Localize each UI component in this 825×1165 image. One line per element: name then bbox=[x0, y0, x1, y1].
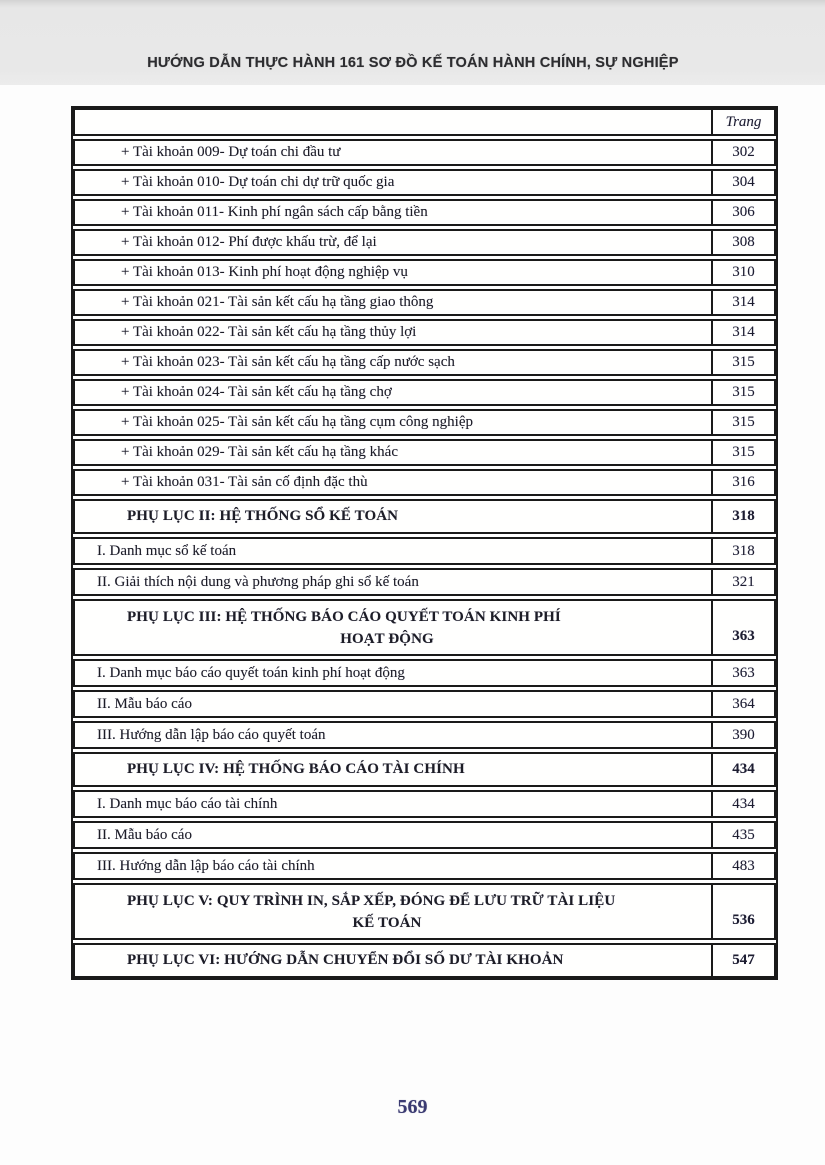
toc-row-label: III. Hướng dẫn lập báo cáo tài chính bbox=[97, 857, 315, 874]
toc-row-label: + Tài khoản 023- Tài sản kết cấu hạ tầng cấp nước sạch bbox=[121, 354, 455, 370]
toc-row-label: PHỤ LỤC VI: HƯỚNG DẪN CHUYỂN ĐỔI SỐ DƯ TÀI KHOẢN bbox=[127, 952, 564, 968]
toc-row bbox=[73, 568, 776, 596]
toc-table bbox=[71, 106, 778, 980]
toc-row-label-line1: PHỤ LỤC III: HỆ THỐNG BÁO CÁO QUYẾT TOÁN KINH PHÍ bbox=[127, 609, 561, 625]
toc-row-label: PHỤ LỤC II: HỆ THỐNG SỔ KẾ TOÁN bbox=[127, 508, 399, 524]
toc-row-page: 315 bbox=[711, 381, 774, 404]
book-running-title: HƯỚNG DẪN THỰC HÀNH 161 SƠ ĐỒ KẾ TOÁN HÀNH CHÍNH, SỰ NGHIỆP bbox=[146, 54, 679, 71]
toc-row bbox=[73, 659, 776, 687]
toc-row bbox=[73, 752, 776, 787]
toc-row-page: 314 bbox=[711, 321, 774, 344]
toc-row-label-line2: HOẠT ĐỘNG bbox=[340, 631, 434, 647]
toc-row-label: I. Danh mục báo cáo tài chính bbox=[97, 795, 278, 812]
toc-row bbox=[73, 690, 776, 718]
toc-row-page: 434 bbox=[711, 754, 774, 785]
page-header-band bbox=[0, 0, 825, 85]
toc-row bbox=[73, 469, 776, 496]
toc-row bbox=[73, 379, 776, 406]
toc-row-page: 363 bbox=[711, 601, 774, 654]
toc-row-page: 314 bbox=[711, 291, 774, 314]
toc-row-label: + Tài khoản 013- Kinh phí hoạt động nghiệp vụ bbox=[121, 264, 408, 280]
toc-row bbox=[73, 199, 776, 226]
toc-row-label: + Tài khoản 012- Phí được khấu trừ, để lại bbox=[121, 234, 377, 250]
toc-row-page: 434 bbox=[711, 792, 774, 816]
toc-row bbox=[73, 883, 776, 940]
toc-row-page: 483 bbox=[711, 854, 774, 878]
toc-row bbox=[73, 439, 776, 466]
toc-row-label: + Tài khoản 010- Dự toán chi dự trữ quốc gia bbox=[121, 174, 395, 190]
toc-row-page: 536 bbox=[711, 885, 774, 938]
page-column-header: Trang bbox=[711, 110, 774, 134]
toc-row bbox=[73, 599, 776, 656]
toc-row-label: II. Mẫu báo cáo bbox=[97, 695, 192, 712]
toc-row-label bbox=[75, 885, 711, 938]
toc-row bbox=[73, 139, 776, 166]
toc-row-label-line2: KẾ TOÁN bbox=[352, 915, 422, 931]
toc-row-page: 306 bbox=[711, 201, 774, 224]
toc-row bbox=[73, 821, 776, 849]
toc-row bbox=[73, 409, 776, 436]
toc-row-page: 316 bbox=[711, 471, 774, 494]
toc-row-label: + Tài khoản 021- Tài sản kết cấu hạ tầng giao thông bbox=[121, 294, 434, 310]
toc-row bbox=[73, 790, 776, 818]
toc-row-page: 547 bbox=[711, 945, 774, 976]
toc-row bbox=[73, 259, 776, 286]
toc-row bbox=[73, 108, 776, 136]
toc-row-page: 308 bbox=[711, 231, 774, 254]
toc-row-page: 315 bbox=[711, 411, 774, 434]
toc-row-page: 315 bbox=[711, 441, 774, 464]
toc-row-label-line1: PHỤ LỤC V: QUY TRÌNH IN, SẮP XẾP, ĐÓNG ĐỂ LƯU TRỮ TÀI LIỆU bbox=[127, 893, 616, 909]
toc-row-label: + Tài khoản 022- Tài sản kết cấu hạ tầng thủy lợi bbox=[121, 324, 417, 340]
toc-row-label bbox=[75, 110, 711, 134]
toc-row bbox=[73, 319, 776, 346]
toc-row bbox=[73, 537, 776, 565]
toc-row-label: II. Mẫu báo cáo bbox=[97, 826, 192, 843]
footer-page-number: 569 bbox=[397, 1096, 428, 1118]
toc-row bbox=[73, 721, 776, 749]
toc-row-label: III. Hướng dẫn lập báo cáo quyết toán bbox=[97, 726, 326, 743]
toc-row-page: 318 bbox=[711, 501, 774, 532]
toc-row bbox=[73, 943, 776, 978]
toc-row-label: + Tài khoản 025- Tài sản kết cấu hạ tầng cụm công nghiệp bbox=[121, 414, 473, 430]
toc-row-label: + Tài khoản 024- Tài sản kết cấu hạ tầng chợ bbox=[121, 384, 392, 400]
toc-row-label: II. Giải thích nội dung và phương pháp ghi sổ kế toán bbox=[97, 573, 419, 590]
toc-row-page: 302 bbox=[711, 141, 774, 164]
toc-row-label: + Tài khoản 011- Kinh phí ngân sách cấp bằng tiền bbox=[121, 204, 428, 220]
toc-row-page: 390 bbox=[711, 723, 774, 747]
toc-row-label: + Tài khoản 031- Tài sản cố định đặc thù bbox=[121, 474, 368, 490]
toc-row bbox=[73, 229, 776, 256]
toc-row bbox=[73, 349, 776, 376]
toc-row-page: 315 bbox=[711, 351, 774, 374]
toc-row bbox=[73, 852, 776, 880]
toc-row bbox=[73, 169, 776, 196]
toc-row-page: 363 bbox=[711, 661, 774, 685]
toc-row-page: 435 bbox=[711, 823, 774, 847]
toc-row-page: 318 bbox=[711, 539, 774, 563]
toc-row-label: I. Danh mục sổ kế toán bbox=[97, 542, 237, 559]
toc-row bbox=[73, 289, 776, 316]
toc-row-page: 364 bbox=[711, 692, 774, 716]
toc-row-label: PHỤ LỤC IV: HỆ THỐNG BÁO CÁO TÀI CHÍNH bbox=[127, 761, 465, 777]
toc-row-label: I. Danh mục báo cáo quyết toán kinh phí hoạt động bbox=[97, 664, 405, 681]
toc-row-page: 304 bbox=[711, 171, 774, 194]
toc-row-label: + Tài khoản 029- Tài sản kết cấu hạ tầng khác bbox=[121, 444, 398, 460]
toc-row-label bbox=[75, 601, 711, 654]
toc-row-label: + Tài khoản 009- Dự toán chi đầu tư bbox=[121, 144, 341, 160]
toc-row bbox=[73, 499, 776, 534]
toc-row-page: 310 bbox=[711, 261, 774, 284]
toc-row-page: 321 bbox=[711, 570, 774, 594]
